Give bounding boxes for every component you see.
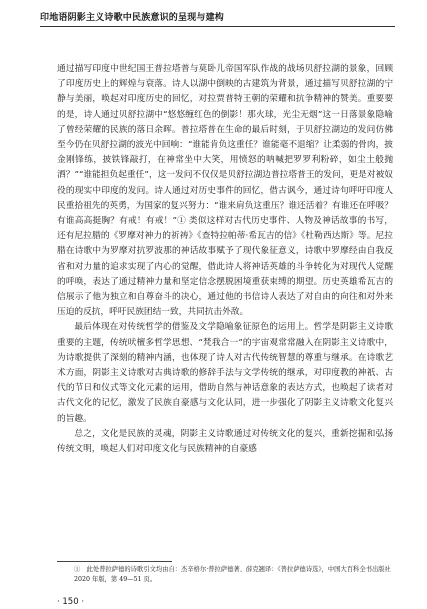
footnote: ① 此处普拉萨德的诗歌引文均由自：杰辛格尔·普拉萨德著、薛克翘译：《普拉萨德诗选》，中国大百科全书出版社 2020 年版，第 49—51 页。 [74,566,391,583]
paragraph: 通过描写印度中世纪国王普拉塔普与莫卧儿帝国军队作战的战场贝舒拉湖的景象，回顾了印度历史上的辉煌与衰落。诗人以湖中倒映的古建筑为背景，通过描写贝舒拉湖的宁静与美丽，唤起对印度历史的回忆，对拉贾普特王朝的荣耀和抗争精神的赞美。重要要的是，诗人通过贝舒拉湖中“悠悠缠红色的倒影！那火球，光尘无烟”这一日落景象隐喻了曾经荣耀的民族的落日余晖。普拉塔普在生命的最后时刻，于贝舒拉湖边的发问仿佛至今仍在贝舒拉湖的波光中回响：“谁能肯负这重任？谁能毫不退缩？让柔弱的骨肉，披金刚锋练，披铁锋敲打，在神常坐中大笑，用愤怒的呐喊把罗罗利粉碎，如尘土般抛洒？”“谁能担负起重任”，这一发问不仅仅是贝舒拉湖边普拉塔普王的发问，更是对被奴役的现实中印度的发问。诗人通过对历史事件的回忆，借古讽今，通过诗句呼吁印度人民重拾祖先的英勇，为国家的复兴努力：“谁来肩负这重压？谁还活着？有谁还在呼吸？有谁高高挺胸？有戒！有戒！”① 类似这样对古代历史事件、人物及神话故事的书写，还有尼拉腊的《罗摩对神力的祈祷》《查特拉帕蒂·希瓦吉的信》《杜勒西达斯》等。尼拉腊在诗歌中为罗摩对抗罗波那的神话故事赋予了现代象征意义，诗歌中罗摩经由自我反省和对力量的追求实现了内心的觉醒，借此诗人将神话英雄的斗争转化为对现代人觉醒的呼唤，表达了通过精神力量和坚定信念摆脱困境重获束缚的期望。历史英雄希瓦吉的信展示了他为独立和自尊奋斗的决心，通过他的书信诗人表达了对自由的向往和对外来压迫的反抗，呼吁民族团结一致，共同抗击外敌。 [57,64,393,318]
running-header: 印地语阴影主义诗歌中民族意识的呈现与建构 [40,13,225,23]
paragraph: 最后体现在对传统哲学的借鉴及文学隐喻象征原色的运用上。哲学是阴影主义诗歌重要的主题，传统吠檀多哲学思想、“梵我合一”的宇宙观常常融入在阴影主义诗歌中，为诗歌提供了深刻的精神内涵，也体现了诗人对古代传统智慧的尊重与继承。在诗歌艺术方面，阴影主义诗歌对古典诗歌的修辞手法与文学传统的继承，对印度教的神祇、古代的节日和仪式等文化元素的运用，借助自然与神话意象的表达方式，也唤起了读者对古代文化的记忆，激发了民族自豪感与文化认同，进一步强化了阴影主义诗歌文化复兴的旨趣。 [57,322,393,424]
page-number: · 150 · [57,597,85,607]
header-rule [40,26,395,27]
footnote-rule [57,561,172,562]
body-text [57,62,393,457]
paragraph: 总之，文化是民族的灵魂，阴影主义诗歌通过对传统文化的复兴，重新挖掘和弘扬传统文明，唤起人们对印度文化与民族精神的自豪感 [57,428,393,455]
